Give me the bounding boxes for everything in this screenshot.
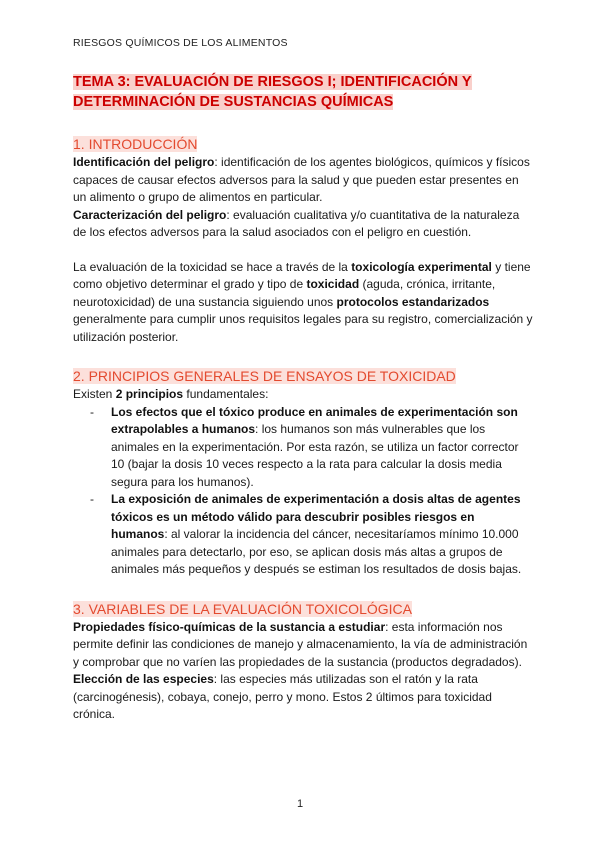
principles-list xyxy=(73,404,533,579)
paragraph-toxicologia: La evaluación de la toxicidad se hace a través de la toxicología experimental y tiene como objetivo determinar el grado y tipo de toxicidad (aguda, crónica, irritante, neurotoxicidad) de una sustancia siguiendo unos protocolos estandarizados generalmente para cumplir unos requisitos legales para su registro, comercialización y utilización posterior. xyxy=(73,259,533,344)
list-item: - La exposición de animales de experimentación a dosis altas de agentes tóxicos es un método válido para descubrir posibles riesgos en humanos: al valorar la incidencia del cáncer, necesitaríamos mínimo 10.000 animales para detectarlo, por eso, se aplican dosis más altas a grupos de animales más pequeños y después se estiman los resultados de dosis bajas. xyxy=(73,491,533,579)
definition-identificacion-peligro: Identificación del peligro: identificación de los agentes biológicos, químicos y físicos capaces de causar efectos adversos para la salud y que pueden estar presentes en un alimento o grupo de alimentos en particular. xyxy=(73,155,530,204)
principles-intro: Existen 2 principios fundamentales: xyxy=(73,387,269,401)
variable-propiedades: Propiedades físico-químicas de la sustancia a estudiar: esta información nos permite definir las condiciones de manejo y almacenamiento, la vía de administración y comprobar que no varíen las propiedades de la sustancia (productos degradados). xyxy=(73,619,528,669)
definition-caracterizacion-peligro: Caracterización del peligro: evaluación cualitativa y/o cuantitativa de la naturaleza de los efectos adversos para la salud asociados con el peligro en cuestión. xyxy=(73,207,520,239)
running-header: RIESGOS QUÍMICOS DE LOS ALIMENTOS xyxy=(73,37,288,49)
page-number: 1 xyxy=(296,798,304,810)
variable-especies: Elección de las especies: las especies más utilizadas son el ratón y la rata (carcinogénesis), cobaya, conejo, perro y mono. Estos 2 últimos para toxicidad crónica. xyxy=(73,672,492,721)
section-heading-introduccion: 1. INTRODUCCIÓN xyxy=(73,136,198,152)
section-heading-principios: 2. PRINCIPIOS GENERALES DE ENSAYOS DE TOXICIDAD xyxy=(73,368,456,384)
document-body xyxy=(73,72,533,724)
document-title: TEMA 3: EVALUACIÓN DE RIESGOS I; IDENTIFICACIÓN Y DETERMINACIÓN DE SUSTANCIAS QUÍMICAS xyxy=(73,74,472,110)
list-item: - Los efectos que el tóxico produce en animales de experimentación son extrapolables a humanos: los humanos son más vulnerables que los animales en la experimentación. Por esta razón, se utiliza un factor corrector 10 (bajar la dosis 10 veces respecto a la rata para calcular la dosis media segura para los humanos). xyxy=(73,404,533,492)
section-heading-variables: 3. VARIABLES DE LA EVALUACIÓN TOXICOLÓGICA xyxy=(73,600,412,617)
